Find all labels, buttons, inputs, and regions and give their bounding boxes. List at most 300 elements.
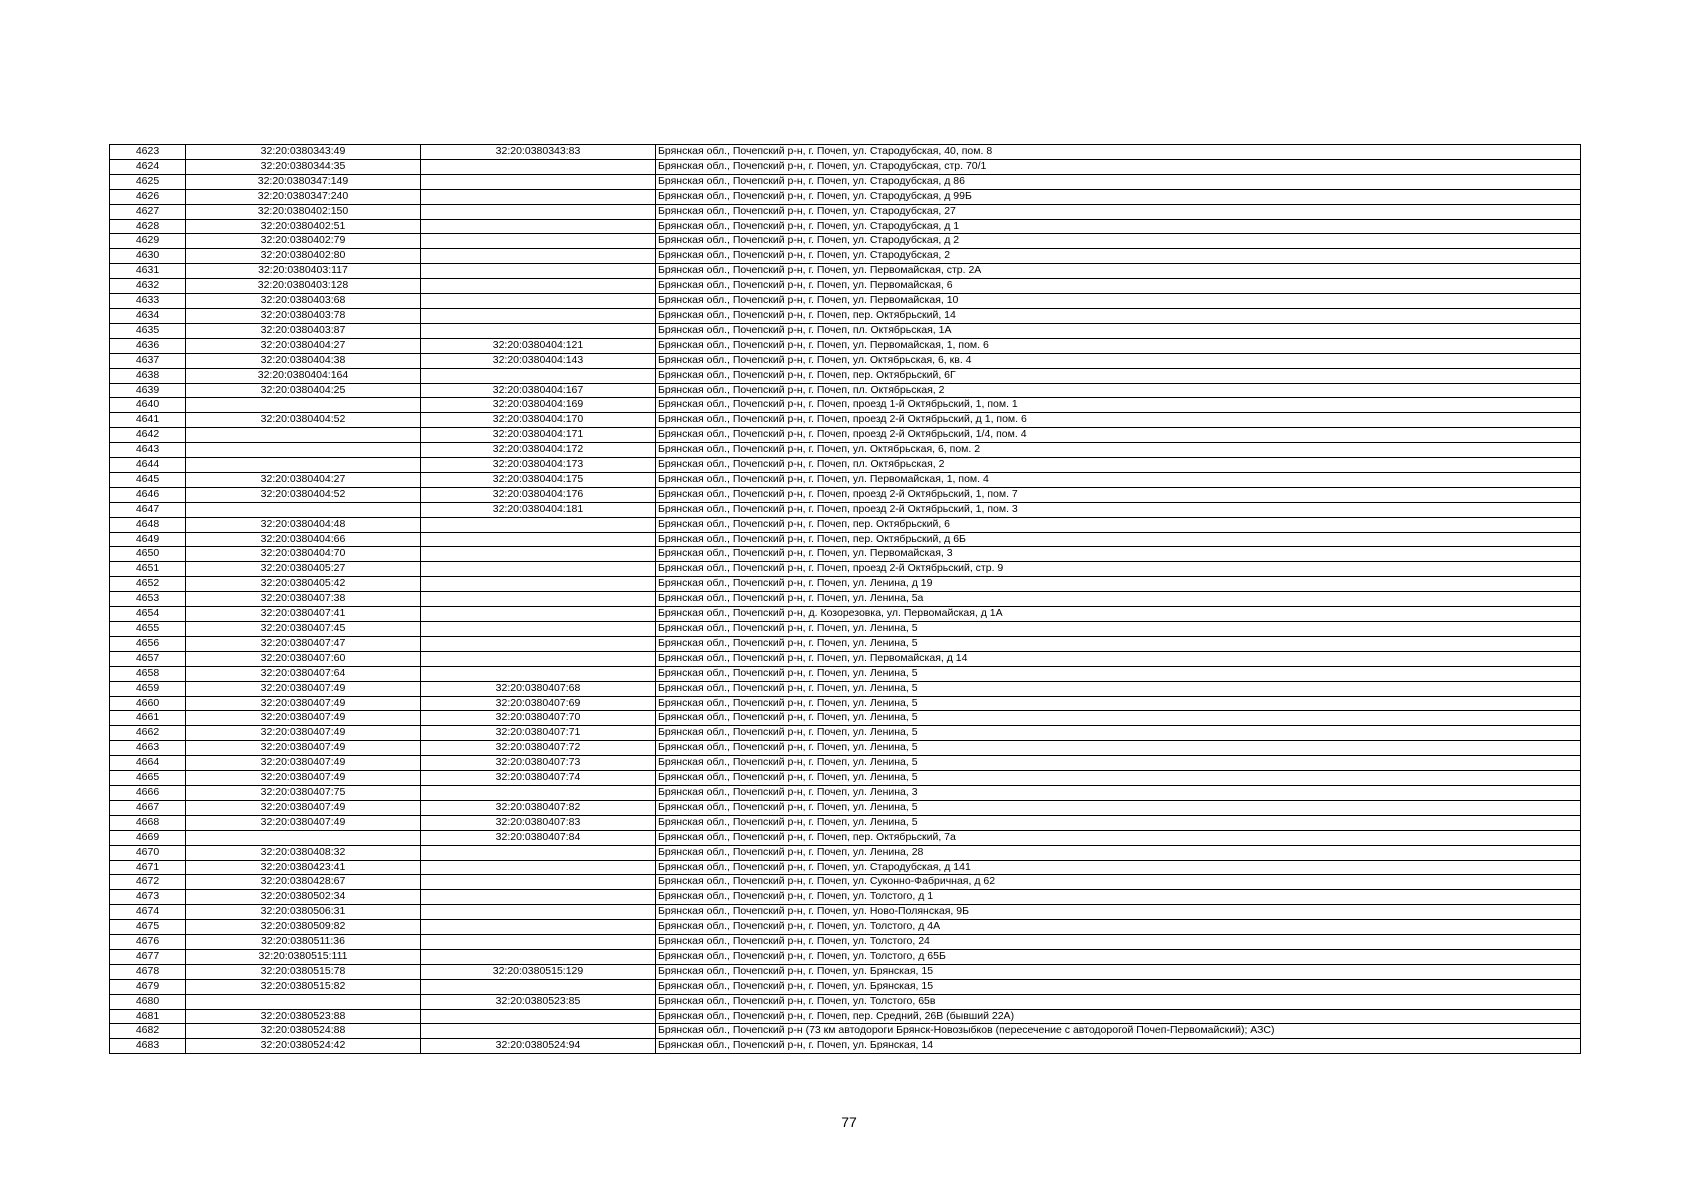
table-row bbox=[110, 1009, 1581, 1024]
related-cadastral-number-cell: 32:20:0380404:170 bbox=[421, 413, 656, 428]
table-row bbox=[110, 562, 1581, 577]
table-row bbox=[110, 174, 1581, 189]
table-row bbox=[110, 964, 1581, 979]
address-cell: Брянская обл., Почепский р-н, г. Почеп, ул. Ленина, 28 bbox=[656, 845, 1581, 860]
cadastral-number-cell: 32:20:0380403:87 bbox=[186, 323, 421, 338]
cadastral-number-cell bbox=[186, 398, 421, 413]
related-cadastral-number-cell bbox=[421, 666, 656, 681]
related-cadastral-number-cell: 32:20:0380524:94 bbox=[421, 1039, 656, 1054]
address-cell: Брянская обл., Почепский р-н, г. Почеп, ул. Первомайская, 6 bbox=[656, 279, 1581, 294]
row-number-cell: 4624 bbox=[110, 159, 186, 174]
table-row bbox=[110, 443, 1581, 458]
related-cadastral-number-cell bbox=[421, 875, 656, 890]
related-cadastral-number-cell bbox=[421, 532, 656, 547]
row-number-cell: 4652 bbox=[110, 577, 186, 592]
row-number-cell: 4681 bbox=[110, 1009, 186, 1024]
table-row bbox=[110, 428, 1581, 443]
related-cadastral-number-cell: 32:20:0380404:167 bbox=[421, 383, 656, 398]
related-cadastral-number-cell bbox=[421, 636, 656, 651]
related-cadastral-number-cell bbox=[421, 562, 656, 577]
table-row bbox=[110, 935, 1581, 950]
related-cadastral-number-cell: 32:20:0380404:172 bbox=[421, 443, 656, 458]
row-number-cell: 4680 bbox=[110, 994, 186, 1009]
address-cell: Брянская обл., Почепский р-н, г. Почеп, ул. Стародубская, 27 bbox=[656, 204, 1581, 219]
related-cadastral-number-cell: 32:20:0380407:82 bbox=[421, 800, 656, 815]
related-cadastral-number-cell: 32:20:0380407:74 bbox=[421, 771, 656, 786]
row-number-cell: 4654 bbox=[110, 607, 186, 622]
address-cell: Брянская обл., Почепский р-н, г. Почеп, ул. Толстого, д 4А bbox=[656, 920, 1581, 935]
cadastral-number-cell: 32:20:0380405:27 bbox=[186, 562, 421, 577]
row-number-cell: 4683 bbox=[110, 1039, 186, 1054]
row-number-cell: 4627 bbox=[110, 204, 186, 219]
address-cell: Брянская обл., Почепский р-н, г. Почеп, пер. Средний, 26В (бывший 22А) bbox=[656, 1009, 1581, 1024]
table-row bbox=[110, 323, 1581, 338]
row-number-cell: 4653 bbox=[110, 592, 186, 607]
related-cadastral-number-cell: 32:20:0380523:85 bbox=[421, 994, 656, 1009]
row-number-cell: 4651 bbox=[110, 562, 186, 577]
table-row bbox=[110, 517, 1581, 532]
row-number-cell: 4647 bbox=[110, 502, 186, 517]
row-number-cell: 4671 bbox=[110, 860, 186, 875]
cadastral-number-cell: 32:20:0380344:35 bbox=[186, 159, 421, 174]
address-cell: Брянская обл., Почепский р-н, г. Почеп, ул. Ново-Полянская, 9Б bbox=[656, 905, 1581, 920]
cadastral-number-cell: 32:20:0380407:75 bbox=[186, 785, 421, 800]
row-number-cell: 4679 bbox=[110, 979, 186, 994]
row-number-cell: 4640 bbox=[110, 398, 186, 413]
related-cadastral-number-cell: 32:20:0380407:83 bbox=[421, 815, 656, 830]
registry-table-body bbox=[110, 145, 1581, 1054]
row-number-cell: 4659 bbox=[110, 681, 186, 696]
address-cell: Брянская обл., Почепский р-н, г. Почеп, ул. Ленина, 5а bbox=[656, 592, 1581, 607]
row-number-cell: 4644 bbox=[110, 458, 186, 473]
related-cadastral-number-cell: 32:20:0380407:72 bbox=[421, 741, 656, 756]
row-number-cell: 4630 bbox=[110, 249, 186, 264]
row-number-cell: 4648 bbox=[110, 517, 186, 532]
cadastral-number-cell: 32:20:0380404:52 bbox=[186, 487, 421, 502]
row-number-cell: 4638 bbox=[110, 368, 186, 383]
related-cadastral-number-cell: 32:20:0380407:69 bbox=[421, 696, 656, 711]
related-cadastral-number-cell bbox=[421, 785, 656, 800]
table-row bbox=[110, 607, 1581, 622]
related-cadastral-number-cell bbox=[421, 204, 656, 219]
cadastral-number-cell: 32:20:0380407:60 bbox=[186, 651, 421, 666]
row-number-cell: 4674 bbox=[110, 905, 186, 920]
cadastral-number-cell: 32:20:0380407:49 bbox=[186, 681, 421, 696]
related-cadastral-number-cell bbox=[421, 577, 656, 592]
table-row bbox=[110, 800, 1581, 815]
address-cell: Брянская обл., Почепский р-н, г. Почеп, пер. Октябрьский, 14 bbox=[656, 308, 1581, 323]
address-cell: Брянская обл., Почепский р-н, г. Почеп, ул. Ленина, 5 bbox=[656, 800, 1581, 815]
table-row bbox=[110, 815, 1581, 830]
table-row bbox=[110, 741, 1581, 756]
related-cadastral-number-cell: 32:20:0380515:129 bbox=[421, 964, 656, 979]
cadastral-number-cell: 32:20:0380407:45 bbox=[186, 622, 421, 637]
cadastral-number-cell: 32:20:0380524:88 bbox=[186, 1024, 421, 1039]
table-row bbox=[110, 294, 1581, 309]
table-row bbox=[110, 920, 1581, 935]
row-number-cell: 4665 bbox=[110, 771, 186, 786]
row-number-cell: 4641 bbox=[110, 413, 186, 428]
related-cadastral-number-cell bbox=[421, 174, 656, 189]
address-cell: Брянская обл., Почепский р-н, г. Почеп, ул. Ленина, 5 bbox=[656, 636, 1581, 651]
table-row bbox=[110, 890, 1581, 905]
row-number-cell: 4646 bbox=[110, 487, 186, 502]
address-cell: Брянская обл., Почепский р-н, г. Почеп, ул. Стародубская, 2 bbox=[656, 249, 1581, 264]
cadastral-number-cell: 32:20:0380403:117 bbox=[186, 264, 421, 279]
table-row bbox=[110, 234, 1581, 249]
address-cell: Брянская обл., Почепский р-н, г. Почеп, пл. Октябрьская, 1А bbox=[656, 323, 1581, 338]
row-number-cell: 4678 bbox=[110, 964, 186, 979]
related-cadastral-number-cell: 32:20:0380404:169 bbox=[421, 398, 656, 413]
row-number-cell: 4662 bbox=[110, 726, 186, 741]
row-number-cell: 4625 bbox=[110, 174, 186, 189]
table-row bbox=[110, 145, 1581, 160]
related-cadastral-number-cell bbox=[421, 1024, 656, 1039]
cadastral-number-cell: 32:20:0380347:240 bbox=[186, 189, 421, 204]
address-cell: Брянская обл., Почепский р-н, г. Почеп, ул. Первомайская, 1, пом. 4 bbox=[656, 472, 1581, 487]
related-cadastral-number-cell bbox=[421, 294, 656, 309]
address-cell: Брянская обл., Почепский р-н, г. Почеп, ул. Первомайская, стр. 2А bbox=[656, 264, 1581, 279]
table-row bbox=[110, 458, 1581, 473]
table-row bbox=[110, 905, 1581, 920]
related-cadastral-number-cell: 32:20:0380407:70 bbox=[421, 711, 656, 726]
table-row bbox=[110, 532, 1581, 547]
address-cell: Брянская обл., Почепский р-н, г. Почеп, ул. Октябрьская, 6, пом. 2 bbox=[656, 443, 1581, 458]
table-row bbox=[110, 785, 1581, 800]
table-row bbox=[110, 651, 1581, 666]
address-cell: Брянская обл., Почепский р-н, г. Почеп, ул. Брянская, 15 bbox=[656, 979, 1581, 994]
cadastral-number-cell: 32:20:0380502:34 bbox=[186, 890, 421, 905]
cadastral-number-cell: 32:20:0380403:128 bbox=[186, 279, 421, 294]
table-row bbox=[110, 279, 1581, 294]
cadastral-number-cell: 32:20:0380523:88 bbox=[186, 1009, 421, 1024]
cadastral-number-cell: 32:20:0380407:49 bbox=[186, 711, 421, 726]
row-number-cell: 4664 bbox=[110, 756, 186, 771]
cadastral-number-cell: 32:20:0380404:164 bbox=[186, 368, 421, 383]
related-cadastral-number-cell bbox=[421, 622, 656, 637]
table-row bbox=[110, 547, 1581, 562]
registry-table bbox=[109, 144, 1581, 1054]
address-cell: Брянская обл., Почепский р-н, г. Почеп, проезд 2-й Октябрьский, д 1, пом. 6 bbox=[656, 413, 1581, 428]
cadastral-number-cell: 32:20:0380402:79 bbox=[186, 234, 421, 249]
cadastral-number-cell: 32:20:0380403:68 bbox=[186, 294, 421, 309]
address-cell: Брянская обл., Почепский р-н, г. Почеп, ул. Ленина, 5 bbox=[656, 726, 1581, 741]
address-cell: Брянская обл., Почепский р-н, г. Почеп, проезд 1-й Октябрьский, 1, пом. 1 bbox=[656, 398, 1581, 413]
related-cadastral-number-cell bbox=[421, 368, 656, 383]
related-cadastral-number-cell: 32:20:0380404:171 bbox=[421, 428, 656, 443]
cadastral-number-cell: 32:20:0380515:78 bbox=[186, 964, 421, 979]
address-cell: Брянская обл., Почепский р-н, г. Почеп, ул. Ленина, 5 bbox=[656, 666, 1581, 681]
address-cell: Брянская обл., Почепский р-н, г. Почеп, пер. Октябрьский, 6 bbox=[656, 517, 1581, 532]
address-cell: Брянская обл., Почепский р-н, г. Почеп, ул. Толстого, д 65Б bbox=[656, 949, 1581, 964]
address-cell: Брянская обл., Почепский р-н, г. Почеп, ул. Первомайская, 10 bbox=[656, 294, 1581, 309]
row-number-cell: 4626 bbox=[110, 189, 186, 204]
related-cadastral-number-cell: 32:20:0380404:121 bbox=[421, 338, 656, 353]
related-cadastral-number-cell bbox=[421, 1009, 656, 1024]
table-row bbox=[110, 830, 1581, 845]
address-cell: Брянская обл., Почепский р-н, г. Почеп, ул. Ленина, 5 bbox=[656, 741, 1581, 756]
cadastral-number-cell: 32:20:0380404:70 bbox=[186, 547, 421, 562]
related-cadastral-number-cell bbox=[421, 189, 656, 204]
cadastral-number-cell: 32:20:0380509:82 bbox=[186, 920, 421, 935]
cadastral-number-cell: 32:20:0380506:31 bbox=[186, 905, 421, 920]
address-cell: Брянская обл., Почепский р-н, г. Почеп, ул. Ленина, 5 bbox=[656, 771, 1581, 786]
cadastral-number-cell: 32:20:0380524:42 bbox=[186, 1039, 421, 1054]
table-row bbox=[110, 592, 1581, 607]
related-cadastral-number-cell bbox=[421, 234, 656, 249]
page-number: 77 bbox=[841, 1114, 857, 1130]
table-row bbox=[110, 502, 1581, 517]
table-row bbox=[110, 681, 1581, 696]
cadastral-number-cell: 32:20:0380402:51 bbox=[186, 219, 421, 234]
cadastral-number-cell: 32:20:0380407:49 bbox=[186, 756, 421, 771]
address-cell: Брянская обл., Почепский р-н, г. Почеп, ул. Брянская, 14 bbox=[656, 1039, 1581, 1054]
related-cadastral-number-cell bbox=[421, 651, 656, 666]
row-number-cell: 4655 bbox=[110, 622, 186, 637]
table-row bbox=[110, 696, 1581, 711]
table-row bbox=[110, 338, 1581, 353]
cadastral-number-cell: 32:20:0380407:49 bbox=[186, 741, 421, 756]
cadastral-number-cell: 32:20:0380407:49 bbox=[186, 696, 421, 711]
table-row bbox=[110, 622, 1581, 637]
row-number-cell: 4650 bbox=[110, 547, 186, 562]
cadastral-number-cell: 32:20:0380428:67 bbox=[186, 875, 421, 890]
row-number-cell: 4672 bbox=[110, 875, 186, 890]
address-cell: Брянская обл., Почепский р-н, г. Почеп, проезд 2-й Октябрьский, 1, пом. 7 bbox=[656, 487, 1581, 502]
row-number-cell: 4663 bbox=[110, 741, 186, 756]
table-row bbox=[110, 1039, 1581, 1054]
table-row bbox=[110, 353, 1581, 368]
table-row bbox=[110, 845, 1581, 860]
related-cadastral-number-cell bbox=[421, 159, 656, 174]
table-row bbox=[110, 666, 1581, 681]
row-number-cell: 4657 bbox=[110, 651, 186, 666]
address-cell: Брянская обл., Почепский р-н, г. Почеп, ул. Стародубская, д 99Б bbox=[656, 189, 1581, 204]
related-cadastral-number-cell bbox=[421, 323, 656, 338]
row-number-cell: 4623 bbox=[110, 145, 186, 160]
address-cell: Брянская обл., Почепский р-н, г. Почеп, ул. Ленина, 5 bbox=[656, 696, 1581, 711]
address-cell: Брянская обл., Почепский р-н, г. Почеп, пер. Октябрьский, 6Г bbox=[656, 368, 1581, 383]
related-cadastral-number-cell: 32:20:0380404:175 bbox=[421, 472, 656, 487]
row-number-cell: 4643 bbox=[110, 443, 186, 458]
address-cell: Брянская обл., Почепский р-н, г. Почеп, пер. Октябрьский, 7а bbox=[656, 830, 1581, 845]
cadastral-number-cell: 32:20:0380423:41 bbox=[186, 860, 421, 875]
related-cadastral-number-cell: 32:20:0380404:181 bbox=[421, 502, 656, 517]
cadastral-number-cell: 32:20:0380407:49 bbox=[186, 800, 421, 815]
related-cadastral-number-cell bbox=[421, 249, 656, 264]
related-cadastral-number-cell bbox=[421, 845, 656, 860]
table-row bbox=[110, 771, 1581, 786]
row-number-cell: 4635 bbox=[110, 323, 186, 338]
table-row bbox=[110, 368, 1581, 383]
address-cell: Брянская обл., Почепский р-н, г. Почеп, ул. Стародубская, д 86 bbox=[656, 174, 1581, 189]
address-cell: Брянская обл., Почепский р-н, г. Почеп, ул. Ленина, 5 bbox=[656, 681, 1581, 696]
table-row bbox=[110, 711, 1581, 726]
row-number-cell: 4669 bbox=[110, 830, 186, 845]
related-cadastral-number-cell: 32:20:0380404:173 bbox=[421, 458, 656, 473]
address-cell: Брянская обл., Почепский р-н, г. Почеп, ул. Суконно-Фабричная, д 62 bbox=[656, 875, 1581, 890]
address-cell: Брянская обл., Почепский р-н, г. Почеп, проезд 2-й Октябрьский, 1, пом. 3 bbox=[656, 502, 1581, 517]
related-cadastral-number-cell bbox=[421, 905, 656, 920]
table-row bbox=[110, 1024, 1581, 1039]
address-cell: Брянская обл., Почепский р-н, г. Почеп, ул. Ленина, 3 bbox=[656, 785, 1581, 800]
cadastral-number-cell: 32:20:0380407:49 bbox=[186, 771, 421, 786]
cadastral-number-cell: 32:20:0380347:149 bbox=[186, 174, 421, 189]
cadastral-number-cell: 32:20:0380404:27 bbox=[186, 472, 421, 487]
related-cadastral-number-cell bbox=[421, 219, 656, 234]
address-cell: Брянская обл., Почепский р-н, г. Почеп, ул. Стародубская, 40, пом. 8 bbox=[656, 145, 1581, 160]
address-cell: Брянская обл., Почепский р-н, г. Почеп, ул. Брянская, 15 bbox=[656, 964, 1581, 979]
row-number-cell: 4639 bbox=[110, 383, 186, 398]
row-number-cell: 4666 bbox=[110, 785, 186, 800]
address-cell: Брянская обл., Почепский р-н (73 км автодороги Брянск-Новозыбков (пересечение с автодорогой Почеп-Первомайский); АЗС) bbox=[656, 1024, 1581, 1039]
cadastral-number-cell bbox=[186, 502, 421, 517]
cadastral-number-cell: 32:20:0380515:82 bbox=[186, 979, 421, 994]
address-cell: Брянская обл., Почепский р-н, г. Почеп, пл. Октябрьская, 2 bbox=[656, 383, 1581, 398]
row-number-cell: 4634 bbox=[110, 308, 186, 323]
cadastral-number-cell: 32:20:0380404:25 bbox=[186, 383, 421, 398]
related-cadastral-number-cell: 32:20:0380407:73 bbox=[421, 756, 656, 771]
related-cadastral-number-cell: 32:20:0380404:143 bbox=[421, 353, 656, 368]
address-cell: Брянская обл., Почепский р-н, г. Почеп, ул. Ленина, 5 bbox=[656, 622, 1581, 637]
address-cell: Брянская обл., Почепский р-н, г. Почеп, ул. Стародубская, д 1 bbox=[656, 219, 1581, 234]
table-row bbox=[110, 726, 1581, 741]
table-row bbox=[110, 949, 1581, 964]
cadastral-number-cell: 32:20:0380404:52 bbox=[186, 413, 421, 428]
cadastral-number-cell: 32:20:0380404:48 bbox=[186, 517, 421, 532]
related-cadastral-number-cell bbox=[421, 547, 656, 562]
row-number-cell: 4642 bbox=[110, 428, 186, 443]
address-cell: Брянская обл., Почепский р-н, г. Почеп, пер. Октябрьский, д 6Б bbox=[656, 532, 1581, 547]
cadastral-number-cell: 32:20:0380515:111 bbox=[186, 949, 421, 964]
row-number-cell: 4673 bbox=[110, 890, 186, 905]
row-number-cell: 4661 bbox=[110, 711, 186, 726]
table-row bbox=[110, 308, 1581, 323]
related-cadastral-number-cell: 32:20:0380343:83 bbox=[421, 145, 656, 160]
related-cadastral-number-cell: 32:20:0380407:84 bbox=[421, 830, 656, 845]
row-number-cell: 4668 bbox=[110, 815, 186, 830]
related-cadastral-number-cell: 32:20:0380407:71 bbox=[421, 726, 656, 741]
address-cell: Брянская обл., Почепский р-н, г. Почеп, ул. Стародубская, д 2 bbox=[656, 234, 1581, 249]
address-cell: Брянская обл., Почепский р-н, г. Почеп, ул. Стародубская, стр. 70/1 bbox=[656, 159, 1581, 174]
row-number-cell: 4632 bbox=[110, 279, 186, 294]
cadastral-number-cell: 32:20:0380407:49 bbox=[186, 815, 421, 830]
table-row bbox=[110, 398, 1581, 413]
row-number-cell: 4633 bbox=[110, 294, 186, 309]
table-row bbox=[110, 756, 1581, 771]
row-number-cell: 4628 bbox=[110, 219, 186, 234]
table-row bbox=[110, 979, 1581, 994]
row-number-cell: 4677 bbox=[110, 949, 186, 964]
table-row bbox=[110, 860, 1581, 875]
cadastral-number-cell: 32:20:0380403:78 bbox=[186, 308, 421, 323]
cadastral-number-cell bbox=[186, 428, 421, 443]
address-cell: Брянская обл., Почепский р-н, г. Почеп, ул. Первомайская, д 14 bbox=[656, 651, 1581, 666]
row-number-cell: 4636 bbox=[110, 338, 186, 353]
cadastral-number-cell: 32:20:0380402:80 bbox=[186, 249, 421, 264]
row-number-cell: 4629 bbox=[110, 234, 186, 249]
table-row bbox=[110, 875, 1581, 890]
cadastral-number-cell: 32:20:0380407:38 bbox=[186, 592, 421, 607]
cadastral-number-cell: 32:20:0380407:41 bbox=[186, 607, 421, 622]
related-cadastral-number-cell bbox=[421, 607, 656, 622]
cadastral-number-cell bbox=[186, 458, 421, 473]
cadastral-number-cell: 32:20:0380407:47 bbox=[186, 636, 421, 651]
related-cadastral-number-cell bbox=[421, 890, 656, 905]
table-row bbox=[110, 204, 1581, 219]
cadastral-number-cell bbox=[186, 994, 421, 1009]
related-cadastral-number-cell bbox=[421, 920, 656, 935]
cadastral-number-cell: 32:20:0380407:49 bbox=[186, 726, 421, 741]
address-cell: Брянская обл., Почепский р-н, г. Почеп, ул. Ленина, д 19 bbox=[656, 577, 1581, 592]
related-cadastral-number-cell bbox=[421, 860, 656, 875]
related-cadastral-number-cell bbox=[421, 517, 656, 532]
address-cell: Брянская обл., Почепский р-н, г. Почеп, ул. Толстого, 24 bbox=[656, 935, 1581, 950]
cadastral-number-cell: 32:20:0380402:150 bbox=[186, 204, 421, 219]
cadastral-number-cell: 32:20:0380343:49 bbox=[186, 145, 421, 160]
table-row bbox=[110, 577, 1581, 592]
row-number-cell: 4637 bbox=[110, 353, 186, 368]
address-cell: Брянская обл., Почепский р-н, г. Почеп, ул. Ленина, 5 bbox=[656, 711, 1581, 726]
related-cadastral-number-cell: 32:20:0380404:176 bbox=[421, 487, 656, 502]
address-cell: Брянская обл., Почепский р-н, г. Почеп, проезд 2-й Октябрьский, 1/4, пом. 4 bbox=[656, 428, 1581, 443]
row-number-cell: 4682 bbox=[110, 1024, 186, 1039]
address-cell: Брянская обл., Почепский р-н, г. Почеп, ул. Первомайская, 3 bbox=[656, 547, 1581, 562]
cadastral-number-cell bbox=[186, 443, 421, 458]
table-row bbox=[110, 487, 1581, 502]
address-cell: Брянская обл., Почепский р-н, г. Почеп, пл. Октябрьская, 2 bbox=[656, 458, 1581, 473]
cadastral-number-cell: 32:20:0380407:64 bbox=[186, 666, 421, 681]
address-cell: Брянская обл., Почепский р-н, г. Почеп, ул. Ленина, 5 bbox=[656, 815, 1581, 830]
address-cell: Брянская обл., Почепский р-н, г. Почеп, ул. Первомайская, 1, пом. 6 bbox=[656, 338, 1581, 353]
row-number-cell: 4670 bbox=[110, 845, 186, 860]
table-row bbox=[110, 249, 1581, 264]
row-number-cell: 4676 bbox=[110, 935, 186, 950]
related-cadastral-number-cell bbox=[421, 979, 656, 994]
address-cell: Брянская обл., Почепский р-н, г. Почеп, ул. Толстого, д 1 bbox=[656, 890, 1581, 905]
cadastral-number-cell: 32:20:0380405:42 bbox=[186, 577, 421, 592]
table-row bbox=[110, 636, 1581, 651]
row-number-cell: 4649 bbox=[110, 532, 186, 547]
related-cadastral-number-cell bbox=[421, 935, 656, 950]
address-cell: Брянская обл., Почепский р-н, д. Козорезовка, ул. Первомайская, д 1А bbox=[656, 607, 1581, 622]
cadastral-number-cell: 32:20:0380404:27 bbox=[186, 338, 421, 353]
cadastral-number-cell: 32:20:0380404:38 bbox=[186, 353, 421, 368]
address-cell: Брянская обл., Почепский р-н, г. Почеп, ул. Стародубская, д 141 bbox=[656, 860, 1581, 875]
address-cell: Брянская обл., Почепский р-н, г. Почеп, ул. Ленина, 5 bbox=[656, 756, 1581, 771]
table-row bbox=[110, 472, 1581, 487]
table-row bbox=[110, 219, 1581, 234]
row-number-cell: 4645 bbox=[110, 472, 186, 487]
address-cell: Брянская обл., Почепский р-н, г. Почеп, ул. Октябрьская, 6, кв. 4 bbox=[656, 353, 1581, 368]
related-cadastral-number-cell bbox=[421, 264, 656, 279]
table-row bbox=[110, 994, 1581, 1009]
cadastral-number-cell: 32:20:0380404:66 bbox=[186, 532, 421, 547]
row-number-cell: 4667 bbox=[110, 800, 186, 815]
related-cadastral-number-cell bbox=[421, 279, 656, 294]
row-number-cell: 4658 bbox=[110, 666, 186, 681]
cadastral-number-cell bbox=[186, 830, 421, 845]
table-row bbox=[110, 264, 1581, 279]
row-number-cell: 4660 bbox=[110, 696, 186, 711]
cadastral-number-cell: 32:20:0380511:36 bbox=[186, 935, 421, 950]
related-cadastral-number-cell: 32:20:0380407:68 bbox=[421, 681, 656, 696]
related-cadastral-number-cell bbox=[421, 592, 656, 607]
address-cell: Брянская обл., Почепский р-н, г. Почеп, ул. Толстого, 65в bbox=[656, 994, 1581, 1009]
table-row bbox=[110, 413, 1581, 428]
table-row bbox=[110, 159, 1581, 174]
row-number-cell: 4656 bbox=[110, 636, 186, 651]
